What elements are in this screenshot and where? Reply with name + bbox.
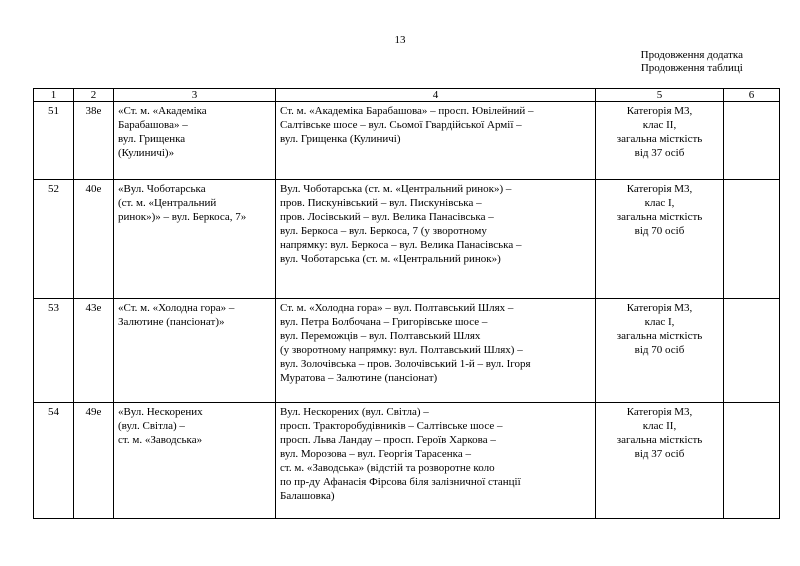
route-path-line: просп. Льва Ландау – просп. Героїв Харкова – xyxy=(280,434,496,446)
route-path-line: Ст. м. «Холодна гора» – вул. Полтавський Шлях – xyxy=(280,302,514,314)
route-number: 43е xyxy=(74,299,114,403)
category-line: Категорія М3, xyxy=(626,105,693,117)
route-path-line: вул. Переможців – вул. Полтавський Шлях xyxy=(280,330,481,342)
route-path-line: Ст. м. «Академіка Барабашова» – просп. Ювілейний – xyxy=(280,105,534,117)
route-name-line: ст. м. «Заводська» xyxy=(118,434,203,446)
route-name-line: Барабашова» – xyxy=(118,119,188,131)
route-path-line: пров. Пискунівський – вул. Пискунівська – xyxy=(280,197,482,209)
category-line: загальна місткість xyxy=(616,330,703,342)
category-line: від 70 осіб xyxy=(634,225,685,237)
vehicle-category xyxy=(596,403,724,519)
route-path-line: вул. Морозова – вул. Георгія Тарасенка – xyxy=(280,448,471,460)
route-path-line: Балашовка) xyxy=(280,490,335,502)
category-line: Категорія М3, xyxy=(626,406,693,418)
extra-cell xyxy=(724,102,780,180)
category-line: загальна місткість xyxy=(616,211,703,223)
route-path-line: (у зворотному напрямку: вул. Полтавський Шлях) – xyxy=(280,344,523,356)
vehicle-category xyxy=(596,102,724,180)
route-name-line: «Вул. Нескорених xyxy=(118,406,203,418)
table-row xyxy=(34,180,780,299)
route-number: 49е xyxy=(74,403,114,519)
category-line: Категорія М3, xyxy=(626,302,693,314)
route-path-line: Салтівське шосе – вул. Сьомої Гвардійської Армії – xyxy=(280,119,522,131)
category-line: клас ІІ, xyxy=(642,119,677,131)
route-path-line: напрямку: вул. Беркоса – вул. Велика Панасівська – xyxy=(280,239,522,251)
route-path-line: ст. м. «Заводська» (відстій та розворотне коло xyxy=(280,462,495,474)
extra-cell xyxy=(724,299,780,403)
route-number: 40е xyxy=(74,180,114,299)
route-path-line: вул. Чоботарська (ст. м. «Центральний ринок») xyxy=(280,253,501,265)
route-name-line: вул. Грищенка xyxy=(118,133,186,145)
route-path-line: вул. Золочівська – пров. Золочівський 1-й – вул. Ігоря xyxy=(280,358,531,370)
table-row xyxy=(34,102,780,180)
route-path xyxy=(276,180,596,299)
row-number: 51 xyxy=(34,102,74,180)
route-path-line: Вул. Чоботарська (ст. м. «Центральний ринок») – xyxy=(280,183,512,195)
route-name-line: «Вул. Чоботарська xyxy=(118,183,206,195)
route-path xyxy=(276,102,596,180)
route-path xyxy=(276,299,596,403)
header-col-2: 2 xyxy=(74,89,114,102)
category-line: загальна місткість xyxy=(616,133,703,145)
row-number: 53 xyxy=(34,299,74,403)
route-path-line: Муратова – Залютине (пансіонат) xyxy=(280,372,438,384)
vehicle-category xyxy=(596,299,724,403)
category-line: від 37 осіб xyxy=(634,448,685,460)
category-line: клас І, xyxy=(644,197,675,209)
route-number: 38е xyxy=(74,102,114,180)
header-col-3: 3 xyxy=(114,89,276,102)
table-header-row xyxy=(34,89,780,102)
header-col-4: 4 xyxy=(276,89,596,102)
category-line: від 37 осіб xyxy=(634,147,685,159)
route-name-line: «Ст. м. «Холодна гора» – xyxy=(118,302,235,314)
route-name-line: Залютине (пансіонат)» xyxy=(118,316,225,328)
continuation-appendix: Продовження додатка xyxy=(640,49,743,61)
header-col-1: 1 xyxy=(34,89,74,102)
route-name-line: (ст. м. «Центральний xyxy=(118,197,217,209)
continuation-note xyxy=(641,49,743,75)
route-path-line: вул. Грищенка (Кулиничі) xyxy=(280,133,401,145)
category-line: від 70 осіб xyxy=(634,344,685,356)
route-path-line: Вул. Нескорених (вул. Світла) – xyxy=(280,406,429,418)
category-line: Категорія М3, xyxy=(626,183,693,195)
route-name-line: (вул. Світла) – xyxy=(118,420,185,432)
category-line: клас І, xyxy=(644,316,675,328)
route-path-line: вул. Петра Болбочана – Григорівське шосе – xyxy=(280,316,488,328)
route-path-line: вул. Беркоса – вул. Беркоса, 7 (у зворотному xyxy=(280,225,487,237)
continuation-table: Продовження таблиці xyxy=(640,62,743,74)
table-row xyxy=(34,403,780,519)
route-name xyxy=(114,403,276,519)
route-name-line: ринок»)» – вул. Беркоса, 7» xyxy=(118,211,247,223)
route-path-line: пров. Лосівський – вул. Велика Панасівська – xyxy=(280,211,494,223)
routes-table xyxy=(33,88,780,519)
header-col-6: 6 xyxy=(724,89,780,102)
route-name xyxy=(114,102,276,180)
route-name-line: «Ст. м. «Академіка xyxy=(118,105,207,117)
page-number: 13 xyxy=(394,34,406,46)
route-path-line: по пр-ду Афанасія Фірсова біля залізничної станції xyxy=(280,476,521,488)
vehicle-category xyxy=(596,180,724,299)
row-number: 52 xyxy=(34,180,74,299)
route-path xyxy=(276,403,596,519)
header-col-5: 5 xyxy=(596,89,724,102)
route-name xyxy=(114,299,276,403)
route-name xyxy=(114,180,276,299)
extra-cell xyxy=(724,403,780,519)
category-line: загальна місткість xyxy=(616,434,703,446)
row-number: 54 xyxy=(34,403,74,519)
extra-cell xyxy=(724,180,780,299)
route-path-line: просп. Тракторобудівників – Салтівське шосе – xyxy=(280,420,503,432)
table-row xyxy=(34,299,780,403)
category-line: клас ІІ, xyxy=(642,420,677,432)
route-name-line: (Кулиничі)» xyxy=(118,147,175,159)
